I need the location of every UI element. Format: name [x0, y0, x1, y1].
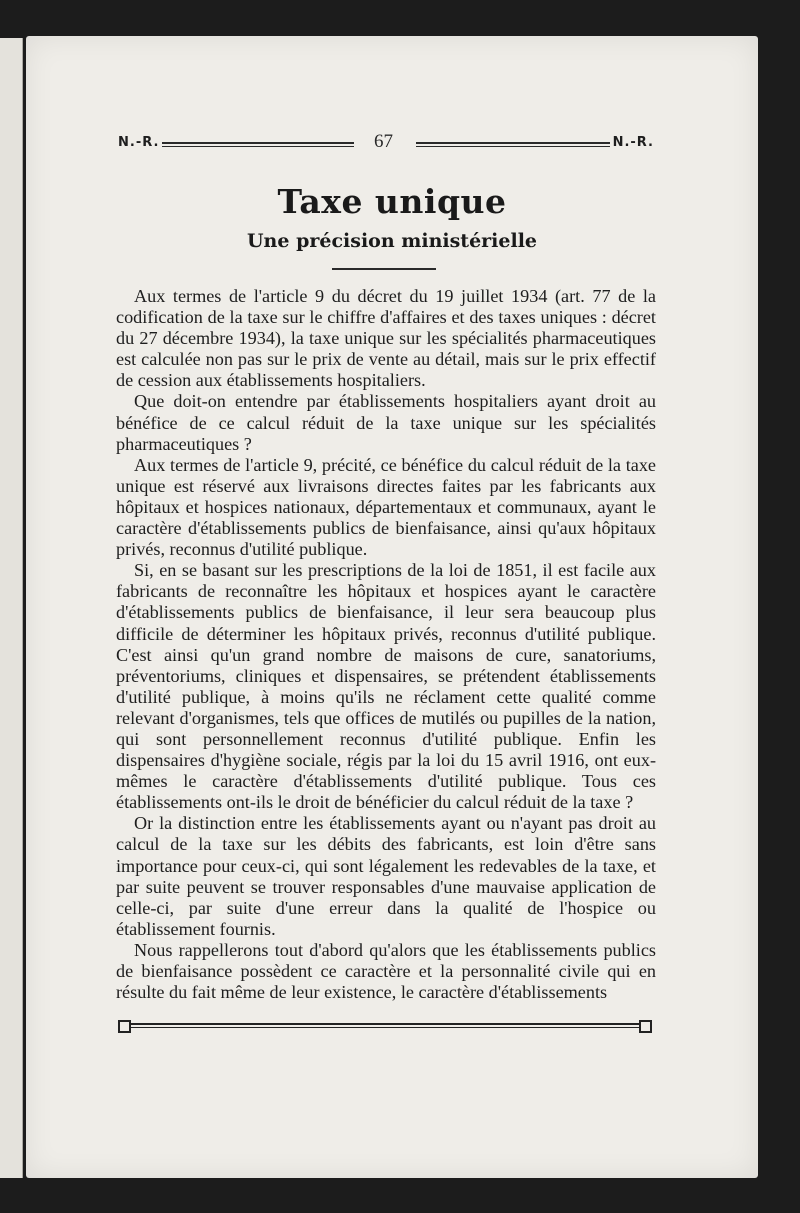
paragraph: Or la distinction entre les établissements ayant ou n'ayant pas droit au calcul de la taxe sur les débits des fabricants, est loin d'être sans importance pour ceux-ci, qui sont légalement les redevables de la taxe, et par suite peuvent se trouver responsables d'une mauvaise application de celle-ci, par suite d'une erreur dans la qualité de l'hospice ou établissement fournis. [116, 813, 656, 939]
header-right-code: N.-R. [612, 135, 654, 150]
paragraph: Aux termes de l'article 9 du décret du 19 juillet 1934 (art. 77 de la codification de la taxe sur le chiffre d'affaires et des taxes uniques : décret du 27 décembre 1934), la taxe unique sur les spécialités pharmaceutiques est calculée non pas sur le prix de vente au détail, mais sur le prix effectif de cession aux établissements hospitaliers. [116, 286, 656, 391]
article-body [116, 286, 656, 1003]
title-divider [332, 268, 436, 270]
running-header [118, 133, 654, 157]
paragraph: Nous rappellerons tout d'abord qu'alors que les établissements publics de bienfaisance possèdent ce caractère et la personnalité civile qui en résulte du fait même de leur existence, le caractère d'établissements [116, 939, 656, 1003]
paragraph: Aux termes de l'article 9, précité, ce bénéfice du calcul réduit de la taxe unique est réservé aux livraisons directes faites par les fabricants aux hôpitaux et hospices nationaux, départementaux et communaux, ayant le caractère d'établissements publics de bienfaisance, ainsi qu'aux hôpitaux privés, reconnus d'utilité publique. [116, 454, 656, 560]
header-rule-right [416, 142, 610, 144]
footer-square-right [639, 1020, 652, 1033]
paragraph: Que doit-on entendre par établissements hospitaliers ayant droit au bénéfice de ce calcul réduit de la taxe unique sur les spécialités pharmaceutiques ? [116, 391, 656, 454]
page-number: 67 [374, 131, 393, 152]
article-title: Taxe unique [277, 182, 507, 221]
article-subtitle: Une précision ministérielle [246, 230, 538, 252]
footer-ornament [118, 1020, 652, 1034]
previous-page-edge [0, 38, 23, 1178]
header-left-code: N.-R. [118, 135, 160, 150]
header-rule-left [162, 142, 354, 144]
footer-square-left [118, 1020, 131, 1033]
footer-rule [131, 1023, 639, 1025]
paragraph: Si, en se basant sur les prescriptions de la loi de 1851, il est facile aux fabricants de reconnaître les hôpitaux et hospices ayant le caractère d'établissements publics de bienfaisance, il leur sera beaucoup plus difficile de déterminer les hôpitaux privés, reconnus d'utilité publique. C'est ainsi qu'un grand nombre de maisons de cure, sanatoriums, préventoriums, cliniques et dispensaires, se prétendent établissements d'utilité publique, à moins qu'ils ne réclament cette qualité comme relevant d'organismes, tels que offices de mutilés ou pupilles de la nation, qui sont personnellement reconnus d'utilité publique. Enfin les dispensaires d'hygiène sociale, régis par la loi du 15 avril 1916, ont eux-mêmes le caractère d'établissements d'utilité publique. Tous ces établissements ont-ils le droit de bénéficier du calcul réduit de la taxe ? [116, 560, 656, 813]
